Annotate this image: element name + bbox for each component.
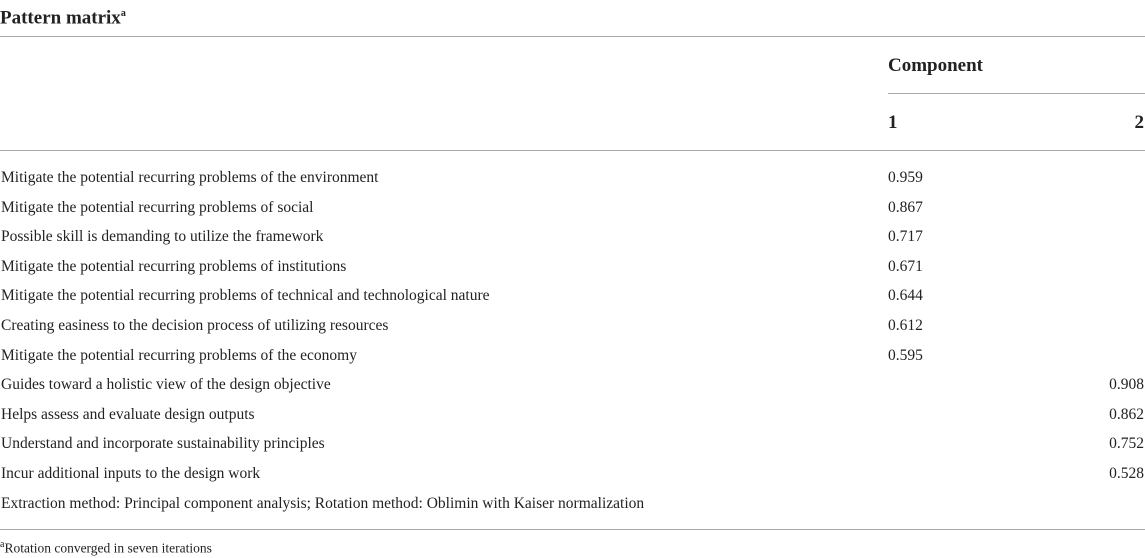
component-1-value: 0.595: [888, 346, 923, 364]
table-row: [0, 489, 1145, 519]
component-1-value: 0.717: [888, 228, 923, 246]
footnote-mark: a: [0, 539, 5, 550]
table-row: [0, 429, 1145, 459]
top-rule: [0, 36, 1145, 37]
table-row: [0, 193, 1145, 223]
row-label: Possible skill is demanding to utilize the framework: [1, 228, 324, 246]
component-2-value: 0.908: [1109, 376, 1144, 394]
row-label: Understand and incorporate sustainability principles: [1, 435, 325, 453]
table-row: [0, 400, 1145, 430]
row-label: Extraction method: Principal component analysis; Rotation method: Oblimin with Kaiser normalization: [1, 494, 645, 512]
component-2-value: 0.528: [1109, 464, 1144, 482]
row-label: Mitigate the potential recurring problems of social: [1, 198, 314, 216]
component-1-value: 0.671: [888, 257, 923, 275]
table-row: [0, 311, 1145, 341]
component-group-header: Component: [888, 55, 984, 76]
row-label: Mitigate the potential recurring problems of technical and technological nature: [1, 287, 490, 305]
row-label: Guides toward a holistic view of the design objective: [1, 376, 331, 394]
row-label: Mitigate the potential recurring problems of institutions: [1, 257, 347, 275]
component-1-value: 0.959: [888, 169, 923, 186]
component-1-value: 0.644: [888, 287, 923, 305]
table-body: [0, 163, 1145, 518]
row-label: Mitigate the potential recurring problems of the economy: [1, 346, 357, 364]
header-bottom-rule: [0, 150, 1145, 151]
table-title-footnote-mark: a: [120, 8, 126, 19]
table-footnote: [0, 536, 212, 558]
row-label: Creating easiness to the decision process of utilizing resources: [1, 316, 389, 334]
component-1-value: 0.612: [888, 316, 923, 334]
table-bottom-rule: [0, 529, 1145, 530]
component-1-value: 0.867: [888, 198, 923, 216]
footnote-text: Rotation converged in seven iterations: [4, 540, 212, 556]
column-header-1: 1: [888, 112, 898, 133]
component-header-rule: [888, 93, 1145, 94]
row-label: Incur additional inputs to the design work: [1, 464, 261, 482]
table-row: [0, 281, 1145, 311]
table-row: [0, 222, 1145, 252]
table-row: [0, 163, 1145, 193]
table-row: [0, 252, 1145, 282]
component-2-value: 0.752: [1109, 435, 1144, 453]
row-label: Helps assess and evaluate design outputs: [1, 405, 255, 423]
table-row: [0, 459, 1145, 489]
table-title: [0, 2, 126, 30]
table-row: [0, 370, 1145, 400]
component-2-value: 0.862: [1109, 405, 1144, 423]
row-label: Mitigate the potential recurring problems of the environment: [1, 169, 379, 186]
table-title-text: Pattern matrix: [0, 7, 121, 29]
column-header-2: 2: [1134, 112, 1144, 133]
table-row: [0, 341, 1145, 371]
